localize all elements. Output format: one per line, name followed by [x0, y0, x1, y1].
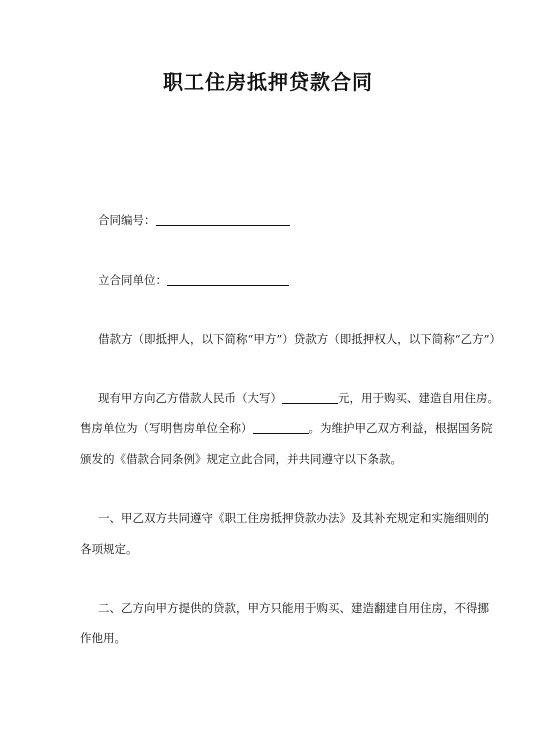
clause-1-line-1: 一、甲乙双方共同遵守《职工住房抵押贷款办法》及其补充规定和实施细则的	[98, 511, 489, 525]
clause-2-line-2: 作他用。	[80, 631, 126, 645]
clause-2-line-1: 二、乙方向甲方提供的贷款，甲方只能用于购买、建造翻建自用住房，不得挪	[98, 601, 489, 615]
document-title: 职工住房抵押贷款合同	[163, 70, 373, 94]
preamble-text-1b: 元，用于购买、建造自用住房。	[338, 391, 499, 405]
signing-party-row	[98, 272, 289, 288]
preamble-line-2	[80, 420, 493, 436]
signing-party-blank[interactable]	[167, 273, 289, 286]
contract-number-label: 合同编号：	[98, 213, 156, 227]
preamble-line-1	[98, 390, 499, 406]
seller-name-blank[interactable]	[253, 421, 309, 434]
preamble-text-1a: 现有甲方向乙方借款人民币（大写）	[98, 391, 282, 405]
preamble-line-3: 颁发的《借款合同条例》规定立此合同，并共同遵守以下条款。	[80, 452, 402, 466]
preamble-text-2b: 。为维护甲乙双方利益，根据国务院	[308, 421, 493, 435]
preamble-text-2a: 售房单位为（写明售房单位全称）	[80, 421, 253, 435]
contract-number-row	[98, 212, 290, 228]
loan-amount-blank[interactable]	[282, 391, 338, 404]
contract-number-blank[interactable]	[156, 213, 290, 226]
signing-party-label: 立合同单位：	[98, 273, 167, 287]
parties-line: 借款方（即抵押人，以下简称“甲方”）贷款方（即抵押权人，以下简称“乙方”）	[98, 332, 502, 346]
clause-1-line-2: 各项规定。	[80, 542, 138, 556]
